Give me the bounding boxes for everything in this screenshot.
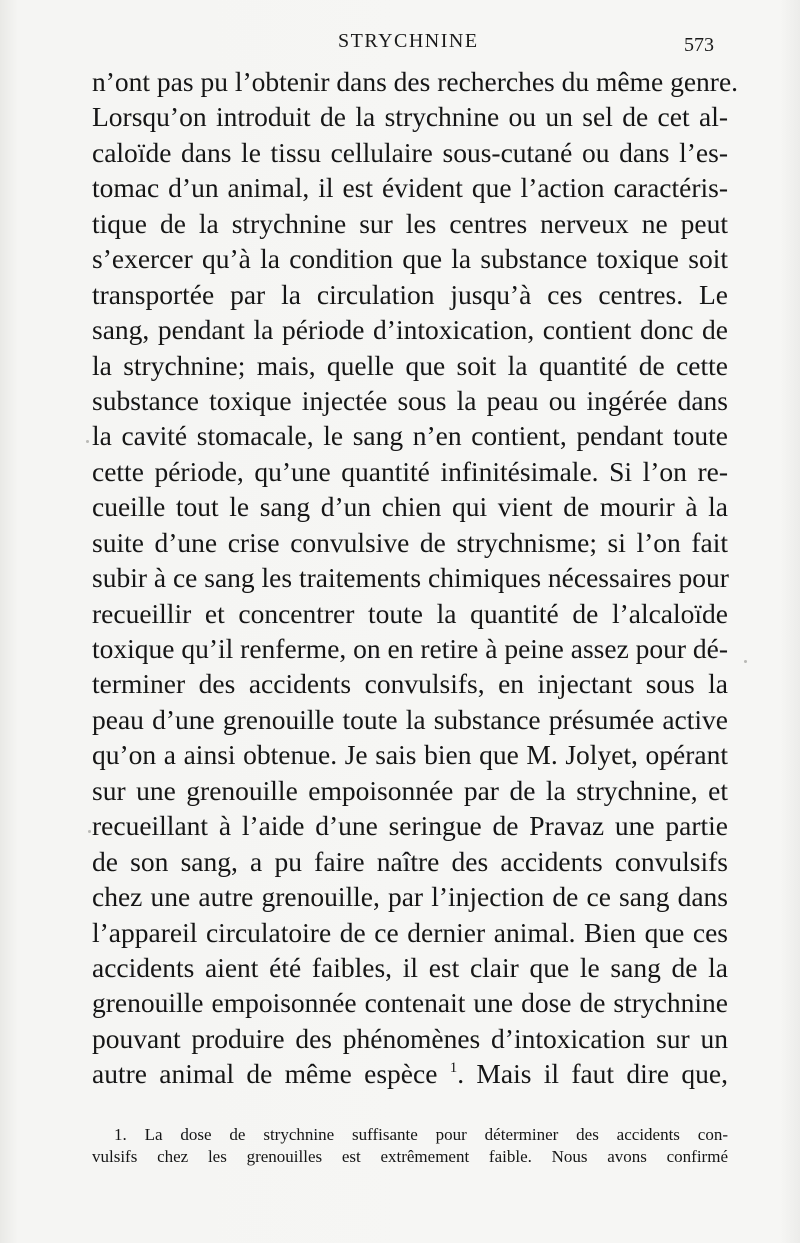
text-line: toxique qu’il renferme, on en retire à peine assez pour dé- — [92, 633, 729, 664]
text-line: grenouille empoisonnée contenait une dose de strychnine — [92, 987, 728, 1019]
footnote-reference[interactable]: 1 — [449, 1060, 458, 1077]
text-line: terminer des accidents convulsifs, en injectant sous la — [92, 668, 728, 700]
text-line: de son sang, a pu faire naître des accidents convulsifs — [92, 845, 728, 877]
text-line: la cavité stomacale, le sang n’en contient, pendant toute — [92, 420, 728, 452]
page-number: 573 — [684, 34, 714, 56]
paper-speck — [744, 660, 747, 663]
text-line: cette période, qu’une quantité infinitésimale. Si l’on re- — [92, 455, 728, 487]
paper-speck — [86, 440, 89, 443]
text-line: tomac d’un animal, il est évident que l’action caractéris- — [92, 172, 728, 204]
text-line: cueille tout le sang d’un chien qui vient de mourir à la — [92, 491, 728, 523]
text-line: la strychnine; mais, quelle que soit la quantité de cette — [92, 349, 728, 381]
text-line: n’ont pas pu l’obtenir dans des recherches du même genre. — [92, 66, 739, 97]
paper-speck — [88, 830, 91, 833]
text-line: Lorsqu’on introduit de la strychnine ou un sel de cet al- — [92, 101, 728, 133]
text-line: chez une autre grenouille, par l’injection de ce sang dans — [92, 881, 728, 913]
running-title: STRYCHNINE — [338, 30, 479, 52]
text-line: substance toxique injectée sous la peau ou ingérée dans — [92, 384, 728, 416]
text-line: pouvant produire des phénomènes d’intoxication sur un — [92, 1022, 728, 1054]
text-line: sang, pendant la période d’intoxication, contient donc de — [92, 314, 728, 346]
running-head — [0, 30, 800, 58]
footnote — [92, 1124, 728, 1168]
text-line: s’exercer qu’à la condition que la substance toxique soit — [92, 243, 728, 275]
text-line: transportée par la circulation jusqu’à ces centres. Le — [92, 278, 728, 310]
body-text — [92, 64, 739, 1092]
text-line: qu’on a ainsi obtenue. Je sais bien que M. Jolyet, opérant — [92, 739, 728, 771]
text-fragment: . Mais il faut dire que, — [457, 1058, 729, 1090]
footnote-line: 1. La dose de strychnine suffisante pour déterminer des accidents con- — [114, 1125, 728, 1144]
text-line: subir à ce sang les traitements chimiques nécessaires pour — [92, 562, 729, 594]
text-line: suite d’une crise convulsive de strychnisme; si l’on fait — [92, 526, 728, 558]
text-line-with-footnote-ref — [92, 1056, 728, 1091]
text-line: caloïde dans le tissu cellulaire sous-cutané ou dans l’es- — [92, 136, 728, 168]
text-line: recueillant à l’aide d’une seringue de Pravaz une partie — [92, 810, 728, 842]
footnote-line: vulsifs chez les grenouilles est extrêmement faible. Nous avons confirmé — [92, 1147, 728, 1166]
text-fragment: autre animal de même espèce — [92, 1058, 438, 1090]
text-line: recueillir et concentrer toute la quantité de l’alcaloïde — [92, 597, 728, 629]
text-line: accidents aient été faibles, il est clair que le sang de la — [92, 951, 728, 983]
text-line: peau d’une grenouille toute la substance présumée active — [92, 703, 728, 735]
text-line: tique de la strychnine sur les centres nerveux ne peut — [92, 207, 728, 239]
text-line: l’appareil circulatoire de ce dernier animal. Bien que ces — [92, 916, 728, 948]
text-line: sur une grenouille empoisonnée par de la strychnine, et — [92, 774, 728, 806]
